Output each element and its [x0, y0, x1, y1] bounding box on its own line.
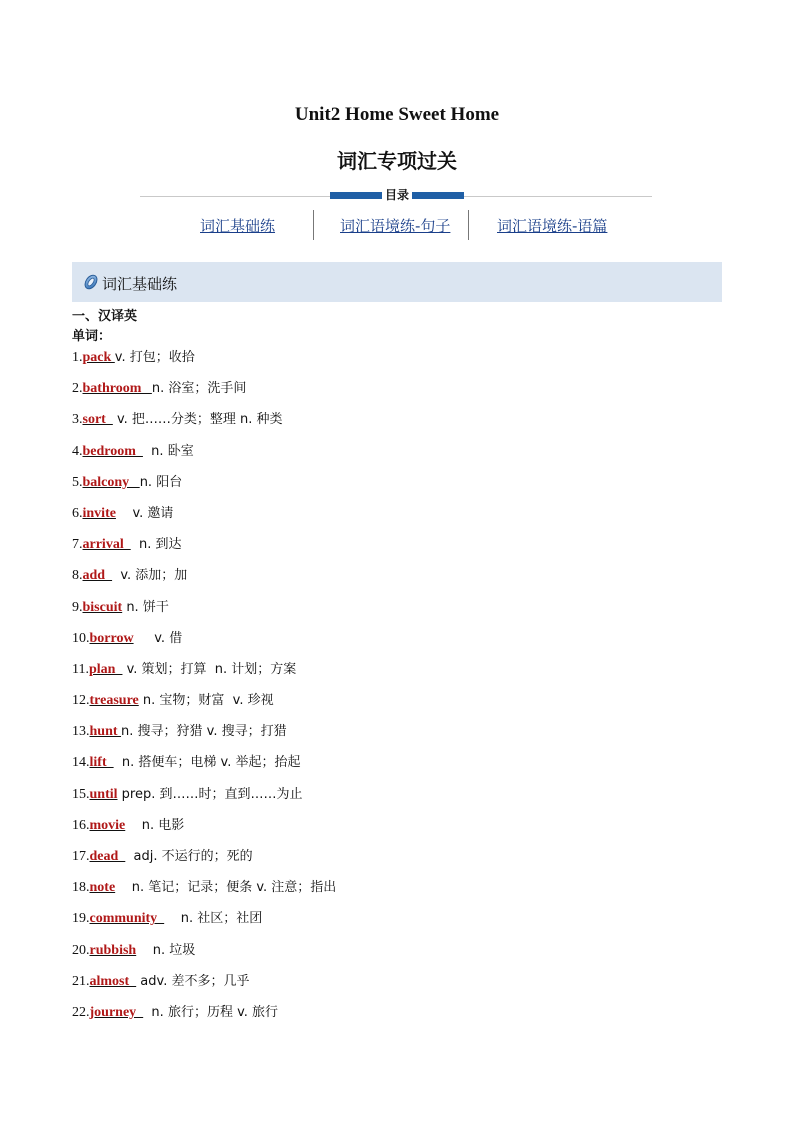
vocab-definition: v. 策划；打算 n. 计划；方案: [122, 661, 297, 677]
vocab-definition: v. 添加；加: [112, 568, 188, 584]
vocab-number: 10.: [72, 630, 90, 646]
vocab-definition: n. 搜寻；狩猎 v. 搜寻；打猎: [121, 724, 287, 740]
vocab-answer: plan: [88, 661, 123, 677]
toc-bar-left: [330, 192, 382, 199]
vocab-item: [72, 566, 722, 597]
vocab-number: 3.: [72, 412, 83, 428]
vocab-definition: v. 打包；收拾: [114, 350, 195, 365]
vocab-definition: n. 阳台: [139, 474, 183, 490]
vocab-definition: n. 到达: [130, 537, 182, 553]
vocab-item: [72, 878, 722, 909]
vocab-answer: add: [82, 568, 113, 584]
vocab-answer: note: [89, 880, 116, 896]
vocab-answer: until: [89, 786, 118, 802]
vocab-number: 7.: [72, 537, 83, 553]
vocab-item: [72, 348, 722, 379]
vocab-item: [72, 691, 722, 722]
section-title: 词汇基础练: [102, 275, 178, 293]
vocab-number: 9.: [72, 599, 83, 615]
vocab-answer: lift: [89, 755, 114, 771]
vocab-answer: bathroom: [82, 381, 152, 397]
paperclip-icon: [82, 273, 100, 295]
vocab-definition: n. 饼干: [122, 599, 169, 615]
vocab-item: [72, 847, 722, 878]
vocab-answer: rubbish: [89, 942, 137, 958]
page-subtitle: 词汇专项过关: [337, 149, 457, 173]
vocab-number: 1.: [72, 350, 83, 365]
vocab-item: [72, 535, 722, 566]
vocab-answer: journey: [89, 1004, 144, 1020]
vocab-number: 13.: [72, 724, 90, 740]
section-header: [72, 262, 722, 302]
vocab-item: [72, 785, 722, 816]
vocab-definition: n. 浴室；洗手间: [151, 381, 247, 397]
toc-links: [170, 210, 640, 240]
vocab-definition: n. 卧室: [142, 443, 194, 459]
vocab-definition: n. 旅行；历程 v. 旅行: [143, 1004, 279, 1020]
page-title: Unit2 Home Sweet Home: [294, 104, 500, 125]
vocab-answer: bedroom: [82, 443, 143, 459]
vocab-answer: community: [89, 911, 165, 927]
toc-separator: [313, 210, 314, 240]
vocab-number: 11.: [72, 661, 89, 677]
vocab-item: [72, 1003, 722, 1034]
vocab-definition: v. 借: [133, 630, 183, 646]
vocab-item: [72, 722, 722, 753]
vocab-number: 21.: [72, 973, 90, 989]
vocab-definition: n. 社区；社团: [164, 911, 263, 927]
toc-link-basic[interactable]: 词汇基础练: [200, 217, 276, 235]
vocab-number: 15.: [72, 786, 90, 802]
toc-label: 目录: [382, 186, 412, 203]
toc-link-sentence[interactable]: 词汇语境练-句子: [340, 217, 451, 235]
vocab-number: 19.: [72, 911, 90, 927]
vocab-item: [72, 816, 722, 847]
vocab-definition: v. 邀请: [115, 505, 174, 521]
vocab-number: 22.: [72, 1004, 90, 1020]
vocab-answer: invite: [82, 505, 116, 521]
vocab-item: [72, 941, 722, 972]
toc-separator: [468, 210, 469, 240]
vocab-item: [72, 473, 722, 504]
vocab-answer: arrival: [82, 537, 131, 553]
vocab-number: 16.: [72, 817, 90, 833]
vocab-number: 5.: [72, 474, 83, 490]
vocab-answer: dead: [89, 849, 126, 864]
vocab-definition: n. 电影: [125, 817, 185, 833]
vocab-item: [72, 504, 722, 535]
vocab-number: 18.: [72, 880, 90, 896]
vocab-number: 4.: [72, 443, 83, 459]
vocab-number: 17.: [72, 849, 90, 864]
vocab-number: 6.: [72, 505, 83, 521]
vocab-item: [72, 410, 722, 441]
vocab-number: 20.: [72, 942, 90, 958]
vocab-item: [72, 598, 722, 629]
vocab-answer: balcony: [82, 474, 140, 490]
part-heading: 一、汉译英: [72, 309, 138, 324]
vocab-item: [72, 629, 722, 660]
vocab-answer: movie: [89, 817, 126, 833]
vocab-answer: pack: [82, 350, 115, 365]
vocab-definition: v. 把……分类；整理 n. 种类: [112, 412, 283, 428]
vocab-item: [72, 972, 722, 1003]
vocab-definition: n. 笔记；记录；便条 v. 注意；指出: [115, 880, 337, 896]
vocab-definition: n. 垃圾: [136, 942, 196, 958]
vocab-definition: n. 搭便车；电梯 v. 举起；抬起: [113, 755, 301, 771]
vocab-item: [72, 660, 722, 691]
vocab-number: 8.: [72, 568, 83, 584]
vocab-answer: biscuit: [82, 599, 123, 615]
vocab-item: [72, 753, 722, 784]
toc-link-passage[interactable]: 词汇语境练-语篇: [497, 217, 608, 235]
toc-bar-right: [412, 192, 464, 199]
vocab-answer: treasure: [89, 693, 139, 709]
vocab-answer: sort: [82, 412, 113, 428]
vocab-item: [72, 909, 722, 940]
vocab-definition: adj. 不运行的；死的: [125, 849, 253, 864]
vocab-item: [72, 379, 722, 410]
vocab-definition: n. 宝物；财富 v. 珍视: [138, 693, 274, 709]
vocab-answer: hunt: [89, 724, 122, 740]
sub-heading: 单词：: [72, 329, 112, 344]
vocab-list: [72, 348, 722, 1034]
vocab-number: 12.: [72, 693, 90, 709]
vocab-answer: almost: [89, 973, 137, 989]
vocab-number: 2.: [72, 381, 83, 397]
vocab-item: [72, 442, 722, 473]
vocab-answer: borrow: [89, 630, 134, 646]
vocab-definition: adv. 差不多；几乎: [136, 973, 250, 989]
vocab-definition: prep. 到……时；直到……为止: [117, 786, 303, 802]
vocab-number: 14.: [72, 755, 90, 771]
